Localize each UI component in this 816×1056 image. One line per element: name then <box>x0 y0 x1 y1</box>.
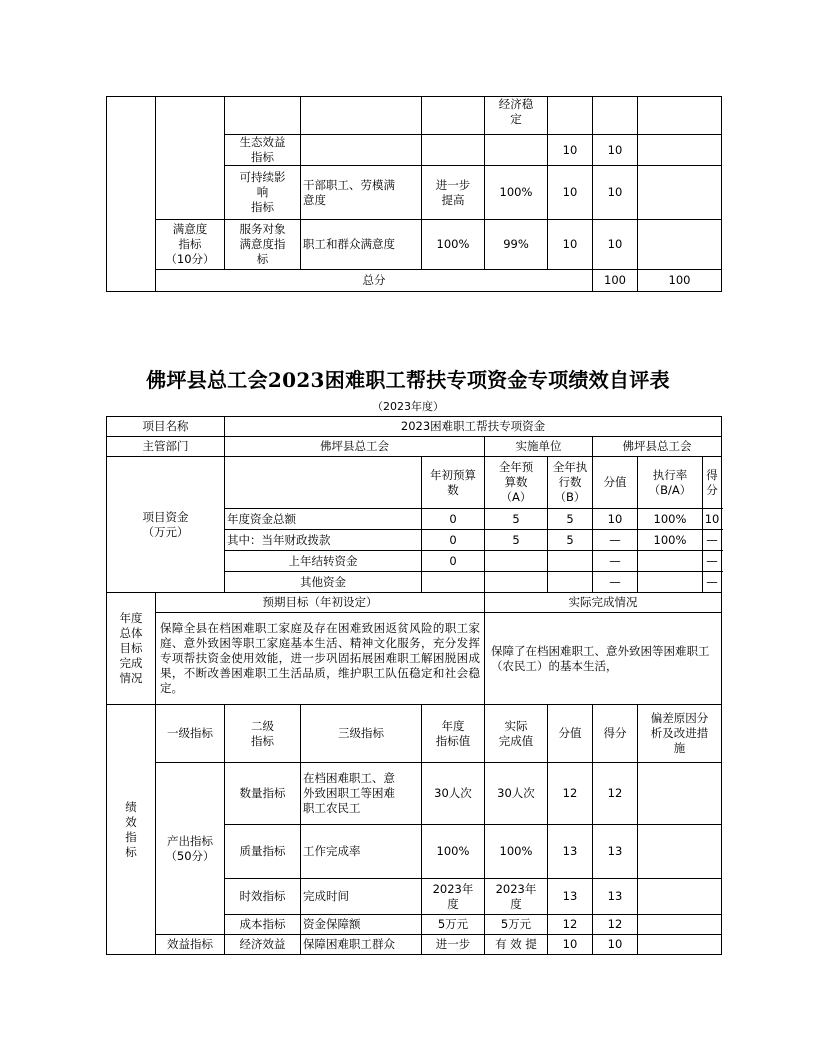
score-cell: 10 <box>548 935 593 955</box>
annual-goal-label: 年度 总体 目标 完成 情况 <box>107 593 156 705</box>
got-cell: 13 <box>593 825 638 879</box>
indicator-value: 经济稳 定 <box>485 97 548 135</box>
col-score: 分值 <box>548 705 593 763</box>
score-cell: 12 <box>548 763 593 825</box>
fund-row-label: 年度资金总额 <box>225 509 422 530</box>
previous-indicator-table <box>106 96 722 292</box>
actual-cell: 有 效 提 <box>485 935 548 955</box>
document-title: 佛坪县总工会2023困难职工帮扶专项资金专项绩效自评表 <box>146 368 670 392</box>
total-label: 总分 <box>156 270 593 292</box>
col-got: 得分 <box>706 467 718 497</box>
fund-score: 10 <box>593 509 638 530</box>
dept-label: 主管部门 <box>107 437 225 457</box>
level3-cell: 保障困难职工群众 <box>301 935 422 955</box>
fund-exec <box>548 551 593 572</box>
target-cell: 2023年 度 <box>422 879 485 915</box>
eco-indicator-label: 生态效益 指标 <box>225 135 301 166</box>
impl-label: 实施单位 <box>485 437 593 457</box>
service-indicator-label: 服务对象 满意度指 标 <box>225 220 301 270</box>
target-cell: 100% <box>422 825 485 879</box>
funds-label: 项目资金 （万元） <box>107 457 225 593</box>
level2-cell: 时效指标 <box>225 879 301 915</box>
col-initial-budget: 年初预算 数 <box>422 457 485 509</box>
actual-cell: 99% <box>485 220 548 270</box>
fund-got: 10 <box>704 512 720 526</box>
got-cell: 12 <box>593 763 638 825</box>
fund-row-label: 其他资金 <box>225 572 422 593</box>
output-indicator-label: 产出指标 （50分） <box>156 763 225 935</box>
fund-annual <box>485 572 548 593</box>
col-score: 分值 <box>593 457 638 509</box>
document-year: （2023年度） <box>372 400 444 413</box>
fund-annual: 5 <box>485 530 548 551</box>
target-cell: 100% <box>422 220 485 270</box>
actual-cell: 100% <box>485 825 548 879</box>
actual-cell: 2023年 度 <box>485 879 548 915</box>
score-cell: 10 <box>548 166 593 220</box>
fund-initial: 0 <box>422 509 485 530</box>
satisfaction-label: 满意度 指标 （10分） <box>156 220 225 270</box>
second-level-cell <box>156 97 225 220</box>
fund-got: — <box>706 554 718 568</box>
fund-score: — <box>593 551 638 572</box>
col-level1: 一级指标 <box>156 705 225 763</box>
level2-cell: 数量指标 <box>225 763 301 825</box>
col-level3: 三级指标 <box>301 705 422 763</box>
level3-cell: 工作完成率 <box>301 825 422 879</box>
fund-annual <box>485 551 548 572</box>
fund-score: — <box>593 572 638 593</box>
fund-rate: 100% <box>638 509 703 529</box>
actual-completion-text: 保障了在档困难职工、意外致困等困难职工（农民工）的基本生活， <box>485 613 722 705</box>
benefit-indicator-label: 效益指标 <box>156 935 225 955</box>
fund-initial: 0 <box>422 551 485 572</box>
col-reason: 偏差原因分 析及改进措 施 <box>638 705 722 763</box>
actual-cell: 5万元 <box>485 915 548 935</box>
fund-exec: 5 <box>548 530 593 551</box>
fund-got: — <box>706 533 718 547</box>
first-level-cell <box>107 97 156 292</box>
expected-goal-text: 保障全县在档困难职工家庭及存在困难致困返贫风险的职工家庭、意外致困等职工家庭基本生活、精神文化服务，充分发挥专项帮扶资金使用效能，进一步巩固拓展困难职工解困脱困成果，不断改善困难职工生活品质，维护职工队伍稳定和社会稳定。 <box>156 613 485 705</box>
score-cell: 10 <box>548 135 593 166</box>
col-annual-exec: 全年执 行数（B） <box>548 457 593 509</box>
fund-got: — <box>706 575 718 589</box>
col-got: 得分 <box>593 705 638 763</box>
fund-annual: 5 <box>485 509 548 530</box>
col-level2: 二级 指标 <box>225 705 301 763</box>
fund-initial <box>422 572 485 593</box>
fund-exec <box>548 572 593 593</box>
total-score: 100 <box>593 270 638 292</box>
score-cell: 10 <box>548 220 593 270</box>
fund-exec: 5 <box>548 509 593 530</box>
fund-rate <box>638 572 703 592</box>
fund-score: — <box>593 530 638 551</box>
level2-cell: 质量指标 <box>225 825 301 879</box>
dept-value: 佛坪县总工会 <box>225 437 485 457</box>
level3-cell: 在档困难职工、意 外致困职工等困难 职工农民工 <box>301 763 422 825</box>
target-cell: 进一步 <box>422 935 485 955</box>
fund-rate: 100% <box>638 530 703 550</box>
target-cell: 5万元 <box>422 915 485 935</box>
col-target: 年度 指标值 <box>422 705 485 763</box>
fund-row-label: 上年结转资金 <box>225 551 422 572</box>
impl-value: 佛坪县总工会 <box>593 437 722 457</box>
got-cell: 12 <box>593 915 638 935</box>
col-actual: 实际 完成值 <box>485 705 548 763</box>
target-cell: 进一步 提高 <box>422 166 485 220</box>
fund-rate <box>638 551 703 571</box>
col-annual-budget: 全年预 算数 （A） <box>485 457 548 509</box>
actual-cell: 30人次 <box>485 763 548 825</box>
third-level-cell: 干部职工、劳模满 意度 <box>301 166 422 220</box>
level3-cell: 完成时间 <box>301 879 422 915</box>
actual-completion-header: 实际完成情况 <box>485 593 722 613</box>
score-cell: 13 <box>548 879 593 915</box>
target-cell: 30人次 <box>422 763 485 825</box>
score-cell: 12 <box>548 915 593 935</box>
sustain-indicator-label: 可持续影 响 指标 <box>225 166 301 220</box>
col-exec-rate: 执行率 （B/A） <box>638 457 703 508</box>
score-cell: 13 <box>548 825 593 879</box>
fund-initial: 0 <box>422 530 485 551</box>
project-name-label: 项目名称 <box>107 417 225 437</box>
level2-cell: 成本指标 <box>225 915 301 935</box>
got-cell: 10 <box>593 135 638 166</box>
actual-cell: 100% <box>485 166 548 220</box>
got-cell: 13 <box>593 879 638 915</box>
third-level-cell: 职工和群众满意度 <box>301 220 422 270</box>
level3-cell: 资金保障额 <box>301 915 422 935</box>
project-name-value: 2023困难职工帮扶专项资金 <box>225 417 722 437</box>
got-cell: 10 <box>593 935 638 955</box>
level2-cell: 经济效益 <box>225 935 301 955</box>
fund-row-label: 其中：当年财政拨款 <box>225 530 422 551</box>
expected-goal-header: 预期目标（年初设定） <box>156 593 485 613</box>
performance-indicator-label: 绩 效 指 标 <box>107 705 156 955</box>
performance-self-evaluation-table <box>106 416 722 955</box>
got-cell: 10 <box>593 220 638 270</box>
got-cell: 10 <box>593 166 638 220</box>
total-got: 100 <box>638 270 722 292</box>
